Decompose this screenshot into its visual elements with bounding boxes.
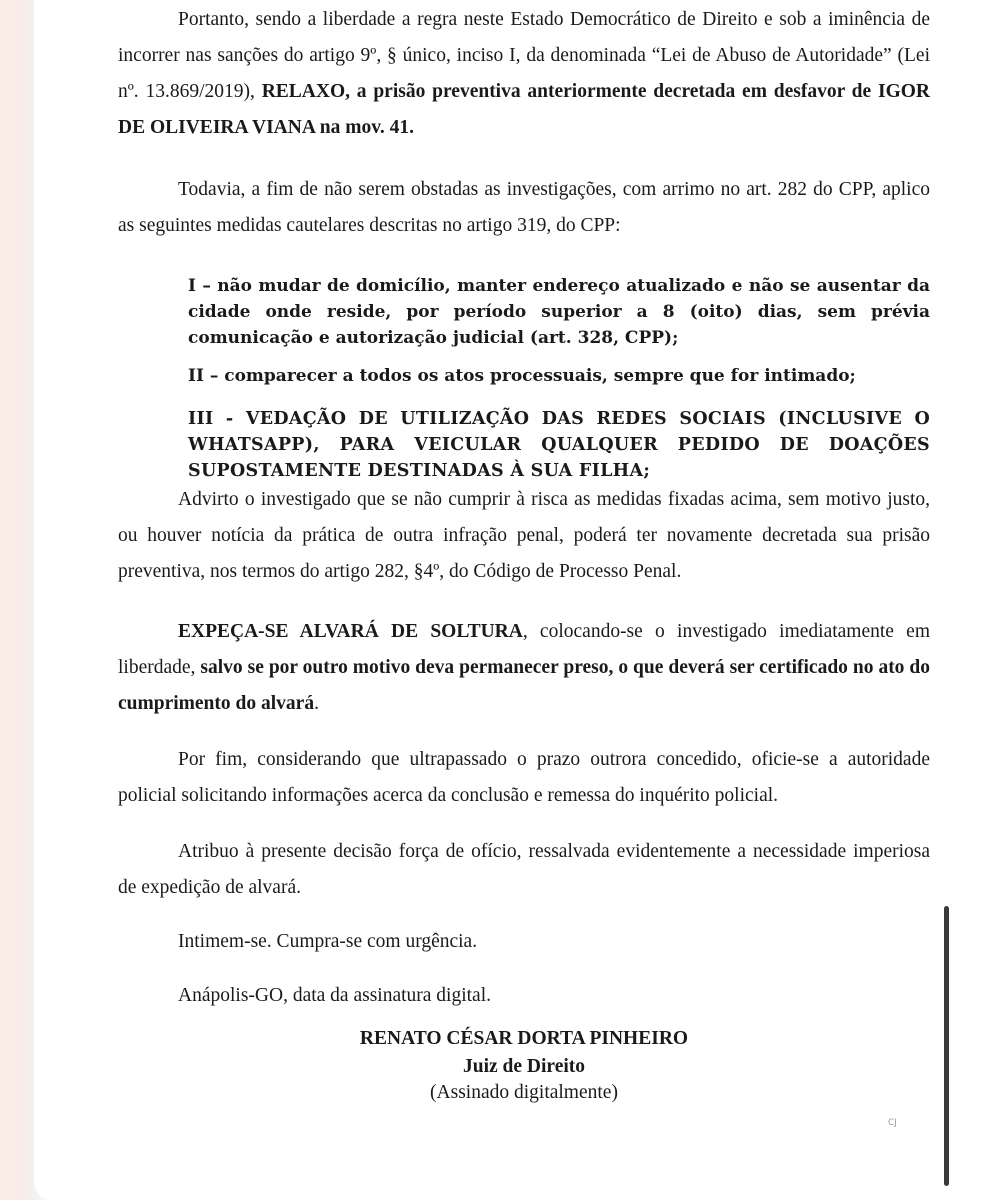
- paragraph-medidas-intro: Todavia, a fim de não serem obstadas as investigações, com arrimo no art. 282 do CPP, aplico as seguintes medidas cautelares descritas no artigo 319, do CPP:: [118, 179, 930, 236]
- list-item-1: I – não mudar de domicílio, manter endereço atualizado e não se ausentar da cidade onde reside, por período superior a 8 (oito) dias, sem prévia comunicação e autorização judicial (art. 328, CPP);: [188, 276, 930, 348]
- alvara-heading: EXPEÇA-SE ALVARÁ DE SOLTURA: [178, 621, 523, 642]
- document-page: [34, 0, 986, 1200]
- paragraph-alvara: [118, 614, 930, 722]
- signature-note: (Assinado digitalmente): [430, 1082, 618, 1103]
- paragraph-relaxo-bold: RELAXO, a prisão preventiva anteriormente decretada em desfavor de IGOR DE OLIVEIRA VIANA na mov. 41.: [118, 81, 930, 138]
- corner-mark: CJ: [888, 1118, 897, 1128]
- paragraph-oficie: Por fim, considerando que ultrapassado o prazo outrora concedido, oficie-se a autoridade policial solicitando informações acerca da conclusão e remessa do inquérito policial.: [118, 749, 930, 806]
- alvara-bold-clause: salvo se por outro motivo deva permanecer preso, o que deverá ser certificado no ato do cumprimento do alvará: [118, 657, 930, 714]
- paragraph-advertencia: Advirto o investigado que se não cumprir à risca as medidas fixadas acima, sem motivo justo, ou houver notícia da prática de outra infração penal, poderá ter novamente decretada sua prisão preventiva, nos termos do artigo 282, §4º, do Código de Processo Penal.: [118, 489, 930, 582]
- signature-name: RENATO CÉSAR DORTA PINHEIRO: [359, 1028, 689, 1049]
- list-item-3: III - VEDAÇÃO DE UTILIZAÇÃO DAS REDES SOCIAIS (INCLUSIVE O WHATSAPP), PARA VEICULAR QUALQUER PEDIDO DE DOAÇÕES SUPOSTAMENTE DESTINADAS À SUA FILHA;: [188, 408, 930, 481]
- paragraph-relaxo: [118, 2, 930, 146]
- list-item-2: II – comparecer a todos os atos processuais, sempre que for intimado;: [188, 366, 856, 386]
- paragraph-local-data: Anápolis-GO, data da assinatura digital.: [178, 985, 491, 1006]
- scrollbar-thumb[interactable]: [944, 906, 949, 1186]
- signature-title: Juiz de Direito: [462, 1056, 586, 1077]
- paragraph-intimem: Intimem-se. Cumpra-se com urgência.: [178, 931, 478, 952]
- paragraph-atribuo: Atribuo à presente decisão força de ofício, ressalvada evidentemente a necessidade imperiosa de expedição de alvará.: [118, 841, 930, 898]
- alvara-period: .: [314, 693, 319, 714]
- paragraph-relaxo-text: Portanto, sendo a liberdade a regra neste Estado Democrático de Direito e sob a iminência de incorrer nas sanções do artigo 9º, § único, inciso I, da denominada “Lei de Abuso de Autoridade” (Lei nº. 13.869/2019),: [118, 9, 930, 102]
- alvara-text: , colocando-se o investigado imediatamente em liberdade,: [118, 621, 930, 678]
